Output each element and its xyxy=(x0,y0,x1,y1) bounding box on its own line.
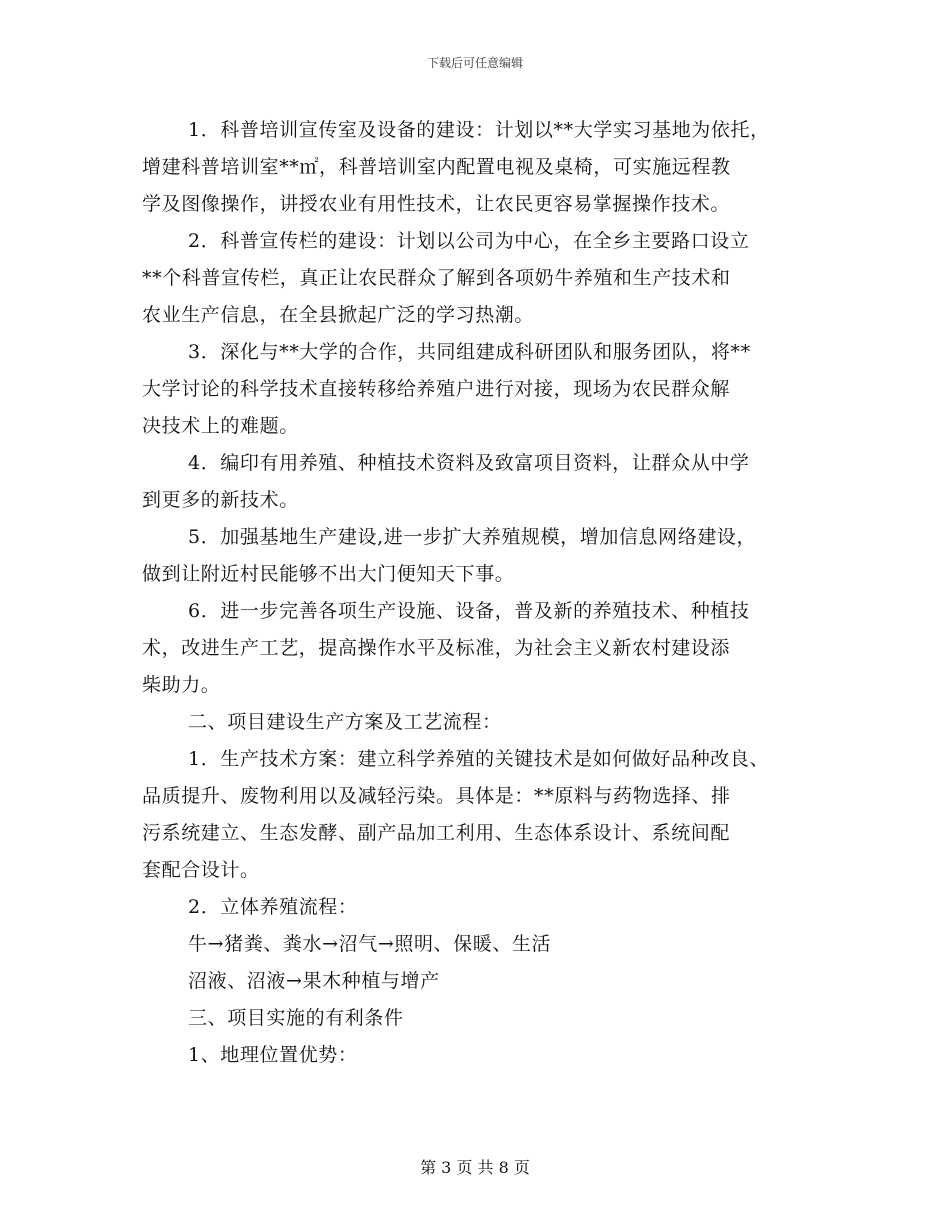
text-line: 品质提升、废物利用以及减轻污染。具体是：**原料与药物选择、排 xyxy=(142,785,731,807)
text-line: 3．深化与**大学的合作，共同组建成科研团队和服务团队，将** xyxy=(188,341,751,363)
text-line: 1、地理位置优势： xyxy=(188,1044,358,1066)
text-line: 沼液、沼液→果木种植与增产 xyxy=(188,970,440,992)
text-line: 决技术上的难题。 xyxy=(142,415,299,437)
text-line: 5．加强基地生产建设,进一步扩大养殖规模，增加信息网络建设， xyxy=(188,526,757,548)
text-line: 1．生产技术方案：建立科学养殖的关键技术是如何做好品种改良、 xyxy=(188,748,770,770)
page-header: 下载后可任意编辑 xyxy=(426,56,523,70)
text-line: 二、项目建设生产方案及工艺流程： xyxy=(188,711,502,733)
text-line: 学及图像操作，讲授农业有用性技术，让农民更容易掌握操作技术。 xyxy=(142,193,731,215)
text-line: 农业生产信息，在全县掀起广泛的学习热潮。 xyxy=(142,304,535,326)
text-line: 三、项目实施的有利条件 xyxy=(188,1007,404,1029)
text-line: 柴助力。 xyxy=(142,674,221,696)
text-line: 6．进一步完善各项生产设施、设备，普及新的养殖技术、种植技 xyxy=(188,600,750,622)
text-line: **个科普宣传栏，真正让农民群众了解到各项奶牛养殖和生产技术和 xyxy=(142,267,731,289)
text-line: 1．科普培训宣传室及设备的建设：计划以**大学实习基地为依托， xyxy=(188,119,770,141)
text-line: 到更多的新技术。 xyxy=(142,489,299,511)
page-number: 第 3 页 共 8 页 xyxy=(420,1158,530,1177)
text-line: 2．立体养殖流程： xyxy=(188,896,358,918)
text-line: 污系统建立、生态发酵、副产品加工利用、生态体系设计、系统间配 xyxy=(142,822,731,844)
text-line: 大学讨论的科学技术直接转移给养殖户进行对接，现场为农民群众解 xyxy=(142,378,731,400)
text-line: 套配合设计。 xyxy=(142,859,260,881)
text-line: 4．编印有用养殖、种植技术资料及致富项目资料，让群众从中学 xyxy=(188,452,750,474)
text-line: 2．科普宣传栏的建设：计划以公司为中心，在全乡主要路口设立 xyxy=(188,230,750,252)
text-line: 牛→猪粪、粪水→沼气→照明、保暖、生活 xyxy=(188,933,552,955)
text-line: 做到让附近村民能够不出大门便知天下事。 xyxy=(142,563,515,585)
text-line: 增建科普培训室**㎡，科普培训室内配置电视及桌椅，可实施远程教 xyxy=(142,156,731,178)
text-line: 术，改进生产工艺，提高操作水平及标准，为社会主义新农村建设添 xyxy=(142,637,731,659)
document-body xyxy=(142,112,832,1074)
